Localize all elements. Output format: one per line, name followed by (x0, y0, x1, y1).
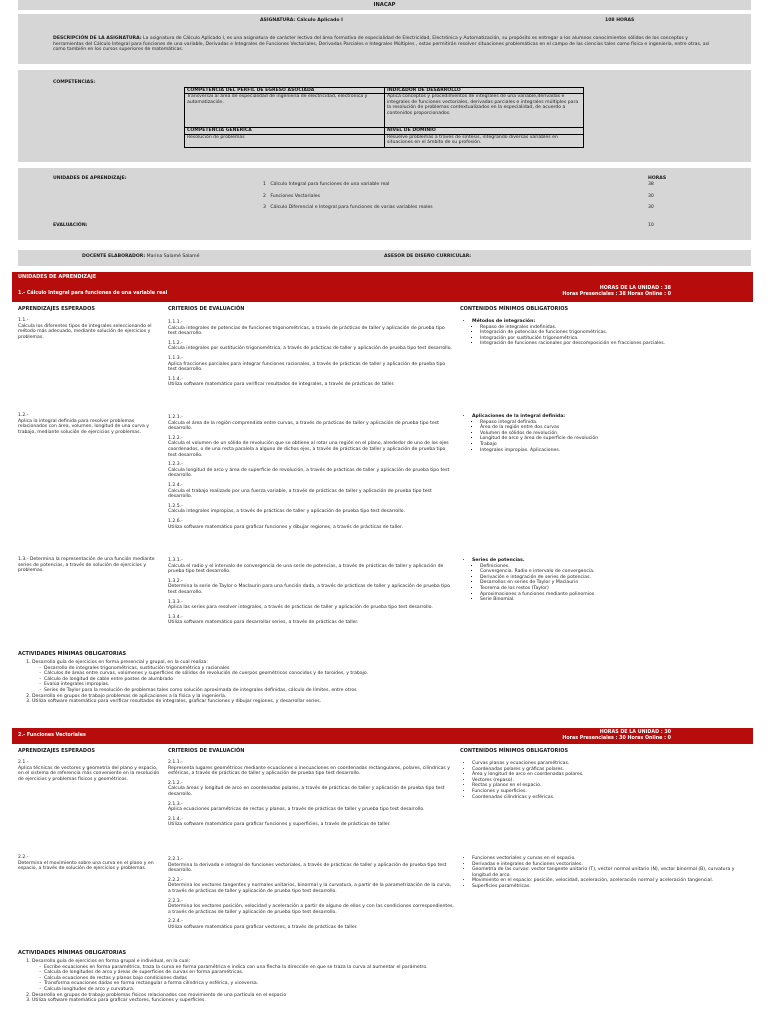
content-item: ▪ Volumen de sólidos de revolución. (480, 431, 750, 437)
activity-subitem: - Cálculo de longitud de cable entre postes de alumbrado (44, 677, 738, 683)
content-item: • Movimiento en el espacio: posición, velocidad, aceleración, aceleración normal y aceleración tangencial. (472, 878, 750, 884)
col-aprendizajes: APRENDIZAJES ESPERADOS (18, 748, 95, 754)
criterio: 1.1.1.- Calcula integrales de potencias de funciones trigonométricas, a través de prácticas de taller y aplicación de prueba tipo test desarrollo. (168, 320, 445, 337)
actividades-title: ACTIVIDADES MÍNIMAS OBLIGATORIAS (18, 651, 127, 657)
unit1-title: 1.- Cálculo Integral para funciones de una variable real (18, 291, 168, 296)
ae-1-2: 1.2.- Aplica la integral definida para resolver problemas relacionados con área, volumen, longitud de una curva y trabajo, mediante solución de ejercicios y problemas. (18, 413, 149, 435)
unidades-label: UNIDADES DE APRENDIZAJE: (53, 176, 127, 181)
unit1-hours-detail: Horas Presenciales : 38 Horas Online : 0 (562, 292, 671, 297)
content-item: ▪ Longitud de arco y área de superficie de revolución (480, 436, 750, 442)
content-title: • Aplicaciones de la integral definida: (472, 414, 750, 420)
activity-subitem: - Calcula longitudes de arco y curvatura. (44, 987, 738, 993)
unit-hours: 38 (648, 182, 654, 187)
content-item: ▪ Trabajo (480, 442, 750, 448)
activity-item (32, 660, 738, 694)
activity-subitem: - Cálculos de áreas entre curvas, volúmenes y superficies de sólidos de revolución de cuerpos geométricos conocidos y de toroides, y trabajo. (44, 671, 738, 677)
unit-summary-row (263, 194, 320, 200)
ae-2-1: 2.1.- Aplica técnicas de vectores y geometría del plano y espacio, en el sistema de referencia más conveniente en la resolución de ejercicios y problemas físicos y geométricos. (18, 760, 160, 782)
activity-subitem: - Evalúa integrales impropias. (44, 682, 738, 688)
description-text: La asignatura de Cálculo Aplicado I, es una asignatura de carácter lectiva del área formativa de especialidad de Electricidad, Electrónica y Automatización, su propósito es entregar a los alumnos conocimientos sólidos de los conceptos y herramientas del Cálculo Integral para funciones de una variable, Derivadas e Integrales de Funciones Vectoriales, Derivadas Parciales e Integrales Múltiples , estas permitirán resolver situaciones problemáticas en el campo de las ciencias tales como física e ingeniería, entre otras, así como también en los cursos superiores de matemáticas. (53, 36, 710, 53)
activity-text: Desarrolla guía de ejercicios en forma grupal e individual, en la cual: (32, 959, 191, 964)
nivel-header: NIVEL DE DOMINIO (385, 128, 584, 134)
contenidos-1-3 (460, 558, 750, 603)
unit-name: Funciones Vectoriales (270, 194, 320, 199)
contenidos-1-2 (460, 414, 750, 453)
content-item: • Rectas y planos en el espacio. (472, 783, 750, 789)
unit-summary-row (263, 205, 433, 211)
activity-subitem: - Escribe ecuaciones en forma paramétrica, traza la curva en forma paramétrica e indica con una flecha la dirección en que se traza la curva al aumentar el parámetro. (44, 965, 738, 971)
docente-label: DOCENTE ELABORADOR: (82, 254, 146, 259)
contenidos-2-1 (460, 761, 750, 800)
unit-summary-row (263, 182, 389, 188)
criterios-2-1 (168, 760, 454, 832)
unit-hours: 30 (648, 194, 654, 199)
evaluacion-label: EVALUACIÓN: (53, 223, 88, 228)
perfil-header: COMPETENCIA DEL PERFIL DE EGRESO ASOCIADA (185, 88, 385, 94)
content-title: • Métodos de integración: (472, 319, 750, 325)
ae-1-3: 1.3.- Determina la representación de una función mediante series de potencias, a través de solución de ejercicios y problemas. (18, 557, 155, 574)
content-item: ▪ Repaso de integrales indefinidas. (480, 325, 750, 331)
activity-item: 3. Utiliza software matemático para graficar vectores, funciones y superficies. (32, 998, 738, 1004)
unit-name: Cálculo Integral para funciones de una variable real (270, 182, 390, 187)
unit-hours: 30 (648, 205, 654, 210)
criterios-1-3 (168, 558, 454, 630)
asignatura-label (260, 18, 343, 24)
docente-bar (18, 250, 751, 266)
institution-bar (18, 0, 751, 10)
generica-header: COMPETENCIA GENÉRICA (185, 128, 385, 134)
unit2-hours (562, 730, 671, 742)
criterio: 1.2.1.- Calcula el área de la región comprendida entre curvas, a través de prácticas de taller y aplicación de prueba tipo test desarrollo. (168, 415, 439, 432)
competencias-label: COMPETENCIAS: (53, 80, 96, 85)
activity-subitem: - Transforma ecuaciones dadas en forma rectangular a forma cilíndrica y esférica, y viceversa. (44, 981, 738, 987)
activity-item: 2. Desarrolla en grupos de trabajo problemas físicos relacionados con movimiento de una partícula en el espacio (32, 993, 738, 999)
ae-2-2: 2.2.- Determina el movimiento sobre una curva en el plano y en espacio, a través de solución de ejercicios y problemas. (18, 855, 154, 872)
unit2-hours-total: HORAS DE LA UNIDAD : 30 (599, 730, 671, 735)
course-header (18, 14, 751, 64)
unit-num: 1 (263, 182, 266, 187)
unit-name: Cálculo Diferencial e Integral para funciones de varias variables reales (270, 205, 433, 210)
content-item: ▪ Teorema de los restos (Taylor) (480, 586, 750, 592)
unit-num: 3 (263, 205, 266, 210)
criterio: 2.2.3.- Determina los vectores posición, velocidad y aceleración a partir de alguno de ellos y con las condiciones correspondientes, a través de prácticas de taller y aplicación de prueba tipo test desarrollo. (168, 898, 454, 915)
asignatura-label-text: ASIGNATURA: (260, 18, 296, 23)
content-item: ▪ Desarrollos en series de Taylor y Maclaurin (480, 580, 750, 586)
content-item: ▪ Repaso integral definida. (480, 420, 750, 426)
content-item: ▪ Aproximaciones a funciones mediante polinomios (480, 592, 750, 598)
content-item: ▪ Integración por sustitución trigonométrica. (480, 336, 750, 342)
col-criterios: CRITERIOS DE EVALUACIÓN (168, 306, 245, 312)
perfil-text: Transversal al área de especialidad de ingeniería de electricidad, electrónica y automatización. (185, 94, 385, 128)
actividades-title: ACTIVIDADES MÍNIMAS OBLIGATORIAS (18, 950, 127, 956)
actividades-1 (18, 660, 738, 705)
criterio: 1.2.5.- Calcula integrales impropias, a través de prácticas de taller y aplicación de prueba tipo test desarrollo. (168, 503, 405, 515)
col-criterios: CRITERIOS DE EVALUACIÓN (168, 748, 245, 754)
indicador-text: Aplica conceptos y procedimientos de integrales de una variable,derivadas e integrales de funciones vectoriales, derivadas parciales e integrales múltiples para la resolución de problemas contextualizados en la especialidad, de acuerdo a contenidos proporcionados. (385, 94, 584, 128)
content-item: • Curvas planas y ecuaciones paramétricas. (472, 761, 750, 767)
criterios-2-2 (168, 857, 454, 935)
criterios-1-2 (168, 415, 454, 534)
institution-name: INACAP (373, 2, 396, 8)
unit2-hours-detail: Horas Presenciales : 30 Horas Online : 0 (562, 736, 671, 741)
horas-label: HORAS (648, 176, 667, 181)
content-item: ▪ Área de la región entre dos curvas (480, 425, 750, 431)
content-item: • Coordenadas cilíndricas y esféricas. (472, 795, 750, 801)
criterio: 2.1.2.- Calcula áreas y longitud de arco en coordenadas polares, a través de prácticas de taller y aplicación de prueba tipo test desarrollo. (168, 780, 445, 797)
content-item: • Coordenadas polares y gráficas polares. (472, 767, 750, 773)
contenidos-1-1 (460, 319, 750, 347)
activity-subitem: - Desarrollo de integrales trigonométricas, sustitución trigonométrica y racionales (44, 666, 738, 672)
content-item: ▪ Integración de potencias de funciones trigonométricas. (480, 330, 750, 336)
criterio: 1.3.4.- Utiliza software matemático para desarrollar series, a través de prácticas de taller. (168, 614, 359, 626)
unit1-hours (562, 286, 671, 298)
unidades-header: UNIDADES DE APRENDIZAJE (18, 274, 97, 280)
unit2-title: 2.- Funciones Vectoriales (18, 733, 86, 738)
content-item: • Derivadas e integrales de funciones vectoriales. (472, 862, 750, 868)
actividades-2 (18, 959, 738, 1004)
competencias-block (18, 70, 751, 162)
unit1-hours-total: HORAS DE LA UNIDAD : 38 (599, 286, 671, 291)
col-aprendizajes: APRENDIZAJES ESPERADOS (18, 306, 95, 312)
activity-subitem: - Calcula ecuaciones de rectas y planos bajo condiciones dadas (44, 976, 738, 982)
criterio: 1.1.2.- Calcula integrales por sustitución trigonométrica, a través de prácticas de taller y aplicación de prueba tipo test desarrollo. (168, 340, 452, 352)
total-hours: 108 HORAS (605, 18, 635, 23)
content-item: • Funciones vectoriales y curvas en el espacio. (472, 856, 750, 862)
activity-text: Desarrolla guía de ejercicios en forma presencial y grupal, en la cual realiza: (32, 660, 208, 665)
description-label: DESCRIPCIÓN DE LA ASIGNATURA: (53, 36, 142, 41)
content-item: ▪ Serie Binomial. (480, 597, 750, 603)
criterio: 2.1.3.- Aplica ecuaciones paramétricas de rectas y planos, a través de prácticas de taller y prueba tipo test desarrollo. (168, 801, 425, 813)
content-item: ▪ Derivación e integración de series de potencias. (480, 575, 750, 581)
content-item: • Vectores (repaso). (472, 778, 750, 784)
activity-item: 2. Desarrolla en grupos de trabajo problemas de aplicaciones a la física y la ingeniería. (32, 694, 738, 700)
unit-num: 2 (263, 194, 266, 199)
docente-name: Marina Salamé Salamé (146, 254, 200, 259)
criterio: 1.2.2.- Calcula el volumen de un sólido de revolución que se obtiene al rotar una región en el plano, alrededor de uno de los ejes coordenados, o de una recta paralela a alguno de dichos ejes, a través de prácticas de taller y aplicación de prueba tipo test desarrollo. (168, 435, 449, 458)
activity-subitem: - Series de Taylor para la resolución de problemas tales como solución aproximada de integrales definidas, cálculo de límites, entre otros (44, 688, 738, 694)
col-contenidos: CONTENIDOS MÍNIMOS OBLIGATORIOS (460, 748, 569, 754)
criterios-1-1 (168, 320, 454, 392)
activity-subitem: - Calcula de longitudes de arco y áreas de superficies de curvas en forma paramétricas. (44, 970, 738, 976)
criterio: 1.1.3.- Aplica fracciones parciales para integrar funciones racionales, a través de prácticas de taller y aplicación de prueba tipo test desarrollo. (168, 355, 446, 373)
nivel-text: Resuelve problemas a través de síntesis, integrando diversas variables en situaciones en el ámbito de su profesión. (385, 134, 584, 147)
criterio: 2.1.4.- Utiliza software matemático para graficar funciones y superficies, a través de prácticas de taller. (168, 816, 391, 828)
docente (82, 254, 199, 260)
criterio: 1.3.3.- Aplica las series para resolver integrales, a través de prácticas de taller y aplicación de prueba tipo test desarrollo. (168, 599, 433, 611)
criterio: 2.2.1.- Determina la derivada e integral de funciones vectoriales, a través de prácticas de taller y aplicación de prueba tipo test desarrollo. (168, 857, 447, 874)
unidades-summary (18, 168, 751, 240)
unit2-banner (12, 728, 753, 744)
activity-item: 3. Utiliza software matemático para verificar resultados de integrales, graficar funciones y dibujar regiones, y desarrollar series. (32, 699, 738, 705)
criterio: 1.1.4.- Utiliza software matemático para verificar resultados de integrales, a través de prácticas de taller. (168, 376, 395, 388)
content-item: • Área y longitud de arco en coordenadas polares. (472, 772, 750, 778)
criterio: 1.2.4.- Calcula el trabajo realizado por una fuerza variable, a través de prácticas de taller y aplicación de prueba tipo test desarrollo. (168, 482, 432, 500)
content-item: ▪ Integrales impropias. Aplicaciones. (480, 448, 750, 454)
content-item: ▪ Convergencia. Radio e intervalo de convergencia. (480, 569, 750, 575)
ae-1-1: 1.1.- Calcula los diferentes tipos de integrales seleccionando el método más adecuado, mediante solución de ejercicios y problemas. (18, 318, 152, 340)
content-item: ▪ Integración de funciones racionales por descomposición en fracciones parciales. (480, 341, 750, 347)
criterio: 2.1.1.- Representa lugares geométricos mediante ecuaciones o inecuaciones en coordenadas rectangulares, polares, cilíndricas y esféricas, a través de prácticas de taller y aplicación de prueba tipo test desarrollo. (168, 760, 450, 777)
content-item: ▪ Definiciones. (480, 564, 750, 570)
indicador-header: INDICADOR DE DESARROLLO (385, 88, 584, 94)
content-item: • Funciones y superficies. (472, 789, 750, 795)
criterio: 2.2.4.- Utiliza software matemático para graficar vectores, a través de prácticas de taller. (168, 919, 358, 930)
activity-item (32, 959, 738, 993)
course-description (53, 36, 713, 53)
criterio: 2.2.2.- Determina los vectores tangentes y normales unitarios, binormal y la curvatura, a partir de la parametrización de la curva, a través de prácticas de taller y aplicación de prueba tipo test desarrollo. (168, 877, 452, 894)
competencias-table (184, 87, 584, 148)
asignatura-name: Cálculo Aplicado I (296, 18, 343, 23)
evaluacion-hours: 10 (648, 223, 654, 228)
unit1-banner (12, 272, 753, 302)
asesor-label: ASESOR DE DISEÑO CURRICULAR: (384, 254, 472, 259)
content-title: • Series de potencias. (472, 558, 750, 564)
content-item: • Geometría de las curvas: vector tangente unitario (T), vector normal unitario (N), vector binormal (B), curvatura y longitud de arco. (472, 867, 750, 878)
generica-text: Resolución de problemas (185, 134, 385, 147)
criterio: 1.3.2.- Determina la serie de Taylor o Maclaurin para una función dada, a través de prácticas de taller y aplicación de prueba tipo test desarrollo. (168, 578, 450, 595)
col-contenidos: CONTENIDOS MÍNIMOS OBLIGATORIOS (460, 306, 569, 312)
criterio: 1.3.1.- Calcula el radio y el intervalo de convergencia de una serie de potencias, a través de prácticas de taller y aplicación de prueba tipo test desarrollo. (168, 558, 444, 575)
criterio: 1.2.3.- Calcula longitud de arco y área de superficie de revolución, a través de prácticas de taller y aplicación de prueba tipo test desarrollo. (168, 462, 450, 479)
contenidos-2-2 (460, 856, 750, 890)
content-item: • Superficies paramétricas. (472, 884, 750, 890)
criterio: 1.2.6.- Utiliza software matemático para graficar funciones y dibujar regiones, a través de prácticas de taller. (168, 518, 403, 530)
